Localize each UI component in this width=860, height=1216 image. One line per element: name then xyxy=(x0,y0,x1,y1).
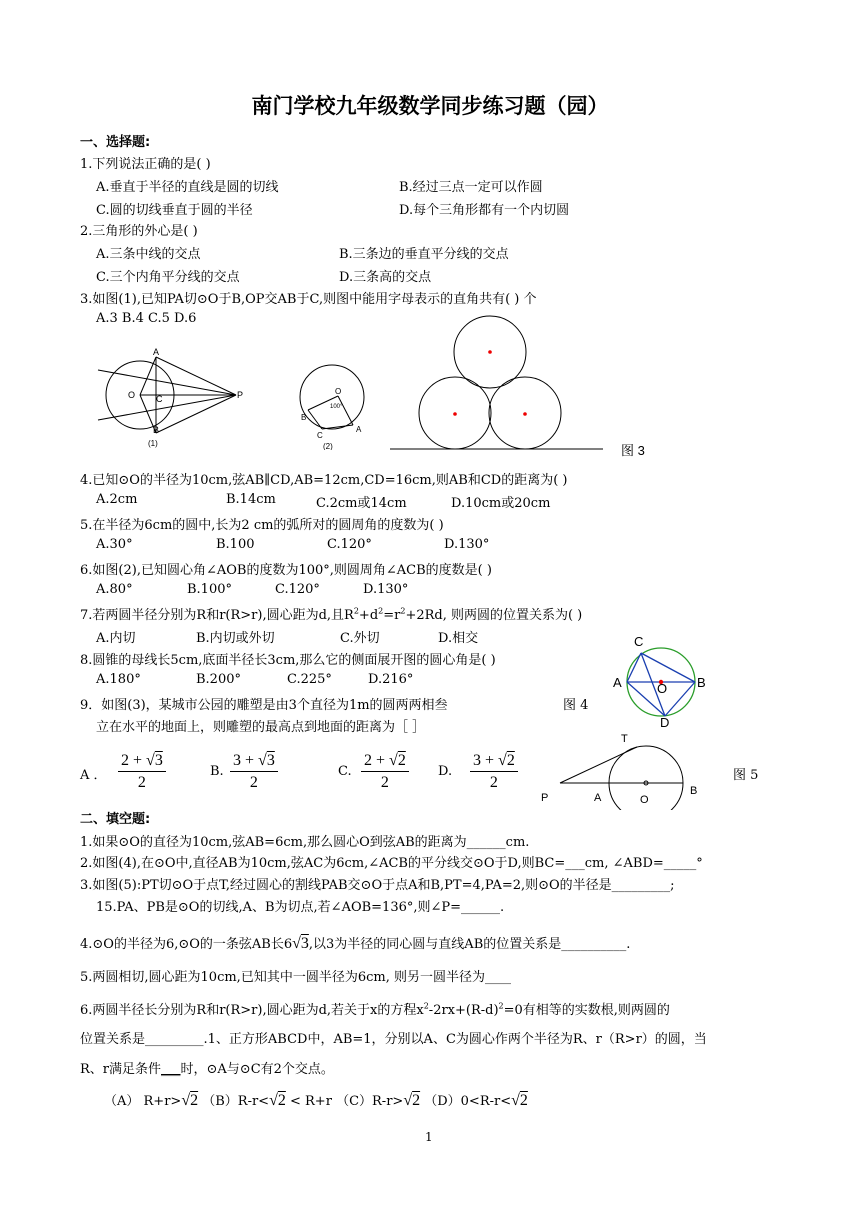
question-8: 8.圆锥的母线长5cm,底面半径长3cm,那么它的侧面展开图的圆心角是( ) xyxy=(80,653,496,668)
fig5-label-b: B xyxy=(690,785,698,797)
q5-option-b: B.100 xyxy=(216,537,255,552)
q9-option-c-label: C. xyxy=(338,764,352,779)
fig2-label-a: A xyxy=(356,425,362,434)
fill-6-condition: R、r满足条件___时，⊙A与⊙C有2个交点。 xyxy=(80,1062,334,1077)
q1-option-d: D.每个三角形都有一个内切圆 xyxy=(399,203,570,218)
fig1-label-b: B xyxy=(153,425,160,435)
question-9-cont: 立在水平的地面上，则雕塑的最高点到地面的距离为［ ］ xyxy=(96,720,426,735)
q9-option-a-label: A ． xyxy=(80,768,107,783)
q3-options: A.3 B.4 C.5 D.6 xyxy=(96,311,197,326)
q6-option-a: A.80° xyxy=(96,582,133,597)
q7-option-a: A.内切 xyxy=(96,631,136,646)
q1-option-a: A.垂直于半径的直线是圆的切线 xyxy=(96,180,279,195)
fig4-label-o: O xyxy=(657,681,668,696)
fill-6: 6.两圆半径长分别为R和r(R>r),圆心距为d,若关于x的方程$x^2-2rx+(R-d)^2=0$有相等的实数根,则两圆的 xyxy=(80,1001,670,1018)
q9-option-c-fraction: $\frac{2 + √2}{2}$ xyxy=(361,752,409,792)
q1-option-c: C.圆的切线垂直于圆的半径 xyxy=(96,203,253,218)
q8-option-c: C.225° xyxy=(287,672,332,687)
q4-option-c: C.2cm或14cm xyxy=(316,496,407,511)
figure-1 xyxy=(96,340,256,450)
page-number: 1 xyxy=(425,1130,433,1144)
fig4-label-c: C xyxy=(634,634,644,649)
q6-option-c: C.120° xyxy=(275,582,320,597)
question-2: 2.三角形的外心是( ) xyxy=(80,224,198,239)
q4-option-b: B.14cm xyxy=(226,492,276,507)
fig5-label-a: A xyxy=(594,792,602,804)
fig4-caption: 图 4 xyxy=(563,698,589,713)
fig1-label-p: P xyxy=(237,390,244,400)
q9-option-d-fraction: $\frac{3 + √2}{2}$ xyxy=(470,752,518,792)
q8-option-a: A.180° xyxy=(96,672,141,687)
q2-option-b: B.三条边的垂直平分线的交点 xyxy=(339,247,509,262)
fill-3: 3.如图(5):PT切⊙O于点T,经过圆心的割线PAB交⊙O于点A和B,PT=4,PA=2,则⊙O的半径是_________; xyxy=(80,878,675,893)
question-9: 9．如图(3)，某城市公园的雕塑是由3个直径为1m的圆两两相叁 xyxy=(80,698,448,713)
question-3: 3.如图(1),已知PA切⊙O于B,OP交AB于C,则图中能用字母表示的直角共有( ) 个 xyxy=(80,292,537,307)
fill-2: 2.如图(4),在⊙O中,直径AB为10cm,弦AC为6cm,∠ACB的平分线交⊙O于D,则BC=___cm, ∠ABD=_____° xyxy=(80,856,703,871)
q7-option-c: C.外切 xyxy=(340,631,380,646)
fig4-label-a: A xyxy=(613,675,622,690)
fig4-label-b: B xyxy=(697,675,706,690)
fig5-label-o: O xyxy=(640,794,649,806)
fig3-caption: 图 3 xyxy=(621,443,645,458)
q9-option-d-label: D. xyxy=(438,764,453,779)
question-6: 6.如图(2),已知圆心角∠AOB的度数为100°,则圆周角∠ACB的度数是( ) xyxy=(80,563,492,578)
fig2-label-c: C xyxy=(317,431,323,440)
q7-option-b: B.内切或外切 xyxy=(196,631,275,646)
fig1-label-c: C xyxy=(156,394,163,404)
fig5-label-t: T xyxy=(621,733,628,745)
fig1-label-a: A xyxy=(153,347,160,357)
q8-option-d: D.216° xyxy=(368,672,414,687)
q9-option-a-fraction: $\frac{2 + √3}{2}$ xyxy=(118,752,166,792)
q7-option-d: D.相交 xyxy=(438,631,479,646)
question-5: 5.在半径为6cm的圆中,长为2 cm的弧所对的圆周角的度数为( ) xyxy=(80,518,444,533)
page-title: 南门学校九年级数学同步练习题（园） xyxy=(251,94,609,118)
q4-option-a: A.2cm xyxy=(96,492,138,507)
q6-option-b: B.100° xyxy=(187,582,232,597)
figure-2 xyxy=(298,360,368,450)
fill-1: 1.如果⊙O的直径为10cm,弦AB=6cm,那么圆心O到弦AB的距离为______cm. xyxy=(80,835,530,850)
question-1: 1.下列说法正确的是( ) xyxy=(80,157,211,172)
fig1-caption: (1) xyxy=(148,439,158,448)
q1-option-b: B.经过三点一定可以作圆 xyxy=(399,180,543,195)
fig1-label-o: O xyxy=(128,390,136,400)
q8-option-b: B.200° xyxy=(196,672,241,687)
q5-option-d: D.130° xyxy=(444,537,490,552)
q2-option-a: A.三条中线的交点 xyxy=(96,247,201,262)
fig4-label-d: D xyxy=(660,715,670,730)
fig2-caption: (2) xyxy=(323,442,333,450)
figure-3 xyxy=(385,310,665,460)
q2-option-c: C.三个内角平分线的交点 xyxy=(96,270,240,285)
question-4: 4.已知⊙O的半径为10cm,弦AB∥CD,AB=12cm,CD=16cm,则AB和CD的距离为( ) xyxy=(80,473,568,488)
q2-option-d: D.三条高的交点 xyxy=(339,270,432,285)
q5-option-a: A.30° xyxy=(96,537,133,552)
fill-6-cont: 位置关系是_________.1、正方形ABCD中，AB=1，分别以A、C为圆心作两个半径为R、r（R>r）的圆，当 xyxy=(80,1032,707,1047)
fig2-label-b: B xyxy=(301,413,307,422)
fig5-caption: 图 5 xyxy=(733,768,759,783)
q9-option-b-fraction: $\frac{3 + √3}{2}$ xyxy=(230,752,278,792)
section-fill-heading: 二、填空题: xyxy=(80,812,151,827)
fill-5: 5.两圆相切,圆心距为10cm,已知其中一圆半径为6cm, 则另一圆半径为____ xyxy=(80,970,511,985)
fig2-angle: 100° xyxy=(330,404,343,410)
fill-15: 15.PA、PB是⊙O的切线,A、B为切点,若∠AOB=136°,则∠P=______. xyxy=(96,900,505,915)
question-7: 7.若两圆半径分别为R和r(R>r),圆心距为d,且$R^2+d^2=r^2+2Rd$, 则两圆的位置关系为( ) xyxy=(80,606,583,623)
q6-option-d: D.130° xyxy=(363,582,409,597)
fig2-label-o: O xyxy=(335,387,342,396)
fill-6-options: （A） R+r>√2 （B）R-r<√2 < R+r （C）R-r>√2 （D）0<R-r<√2 xyxy=(104,1092,528,1109)
q9-option-b-label: B. xyxy=(210,764,224,779)
fill-4: 4.⊙O的半径为6,⊙O的一条弦AB长6√3,以3为半径的同心圆与直线AB的位置关系是__________. xyxy=(80,935,631,952)
section-choice-heading: 一、选择题: xyxy=(80,135,151,150)
figure-4 xyxy=(605,630,715,730)
fig5-label-p: P xyxy=(541,792,549,804)
figure-5 xyxy=(535,730,715,810)
q4-option-d: D.10cm或20cm xyxy=(451,496,551,511)
q5-option-c: C.120° xyxy=(327,537,372,552)
